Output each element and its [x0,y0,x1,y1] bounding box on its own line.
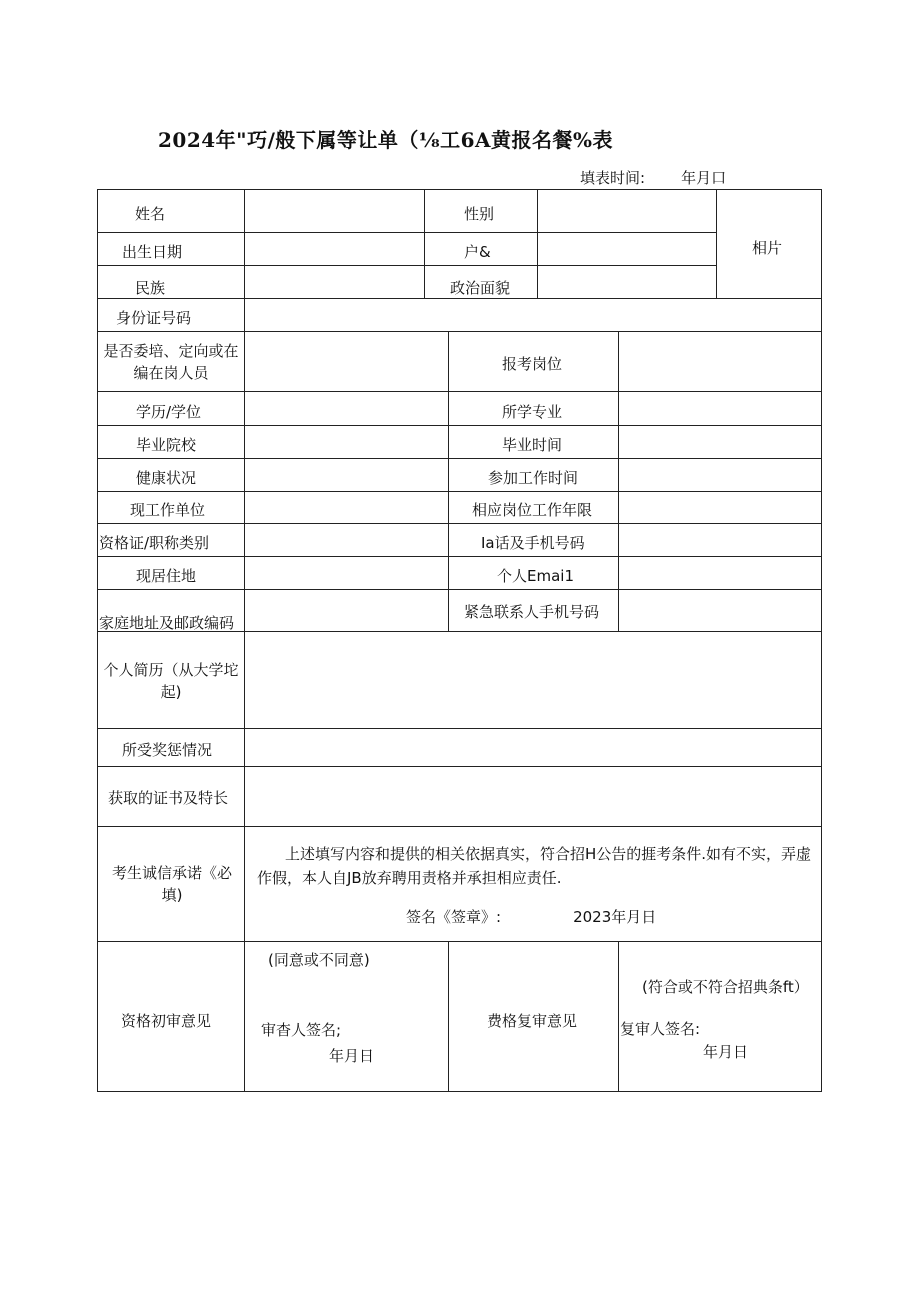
home-address-label: 家庭地址及邮政编码 [99,614,235,632]
work-start-input[interactable] [618,458,822,492]
id-input[interactable] [244,298,822,332]
grad-time-input[interactable] [618,425,822,459]
second-sign: 复审人签名: [620,1020,701,1038]
reviewer-date: 年月日 [329,1047,375,1065]
work-start-label: 参加工作时间 [488,469,579,487]
school-input[interactable] [244,425,449,459]
certificates-input[interactable] [244,766,822,827]
position-label: 报考岗位 [502,355,563,373]
awards-label: 所受奖惩情况 [122,741,213,759]
cert-label: 资格证/职称类别 [99,534,210,552]
political-label: 政治面貌 [450,279,511,297]
phone-label: Ia话及手机号码 [481,534,585,552]
fill-time-label: 填表时间: [580,169,646,187]
name-input[interactable] [244,189,425,233]
major-label: 所学专业 [502,403,563,421]
sign-label: 签名《签章》: [406,908,502,926]
years-input[interactable] [618,491,822,524]
major-input[interactable] [618,391,822,426]
name-label-cell [97,189,245,233]
hukou-label: 户& [464,243,491,261]
email-label: 个人Emai1 [497,567,574,585]
health-input[interactable] [244,458,449,492]
promise-sign [406,906,656,927]
birth-label: 出生日期 [122,243,183,261]
resume-input[interactable] [244,631,822,729]
emergency-label: 紧急联系人手机号码 [464,603,600,621]
residence-input[interactable] [244,556,449,590]
name-label: 姓名 [135,205,166,223]
second-review-label: 费格复审意见 [487,1012,578,1030]
ethnicity-input[interactable] [244,265,425,299]
resume-label: 个人简历（从大学坨起) [103,661,239,701]
email-input[interactable] [618,556,822,590]
agree-hint: (同意或不同意) [268,951,370,969]
meet-hint: (符合或不符合招典条ft） [642,978,809,996]
residence-label: 现居住地 [136,567,197,585]
awards-input[interactable] [244,728,822,767]
fill-time-date: 年月口 [681,169,727,187]
health-label: 健康状况 [136,469,197,487]
ethnicity-label: 民族 [135,279,166,297]
second-review-box[interactable] [618,941,822,1092]
years-label: 相应岗位工作年限 [472,501,593,519]
initial-review-label: 资格初审意见 [121,1012,212,1030]
commissioned-label: 是否委培、定向或在编在岗人员 [103,342,239,382]
education-label: 学历/学位 [136,403,202,421]
promise-label: 考生诚信承诺《必填) [111,864,232,904]
id-label: 身份证号码 [116,309,192,327]
form-title: 2024年"巧/般下属等让单（⅛工6A黄报名餐%表 [158,128,614,152]
employer-input[interactable] [244,491,449,524]
photo-label: 相片 [752,239,783,257]
second-date: 年月日 [703,1043,749,1061]
phone-input[interactable] [618,523,822,557]
reviewer-sign: 审杳人签名; [261,1021,342,1039]
education-input[interactable] [244,391,449,426]
ethnicity-label-cell [97,265,245,299]
hukou-input[interactable] [537,232,717,266]
certificates-label: 获取的证书及特长 [108,789,229,807]
home-address-input[interactable] [244,589,449,632]
birth-input[interactable] [244,232,425,266]
cert-input[interactable] [244,523,449,557]
fill-time [580,167,726,188]
gender-input[interactable] [537,189,717,233]
commissioned-input[interactable] [244,331,449,392]
grad-time-label: 毕业时间 [502,436,563,454]
promise-text: 上述填写内容和提供的相关依据真实，符合招H公告的捱考条件.如有不实，弄虚作假，本人自JB放弃聘用责格并承担相应责任. [257,845,812,887]
employer-label: 现工作单位 [130,501,206,519]
position-input[interactable] [618,331,822,392]
political-input[interactable] [537,265,717,299]
sign-date: 2023年月日 [573,908,657,926]
school-label: 毕业院校 [136,436,197,454]
emergency-input[interactable] [618,589,822,632]
gender-label: 性别 [464,205,495,223]
